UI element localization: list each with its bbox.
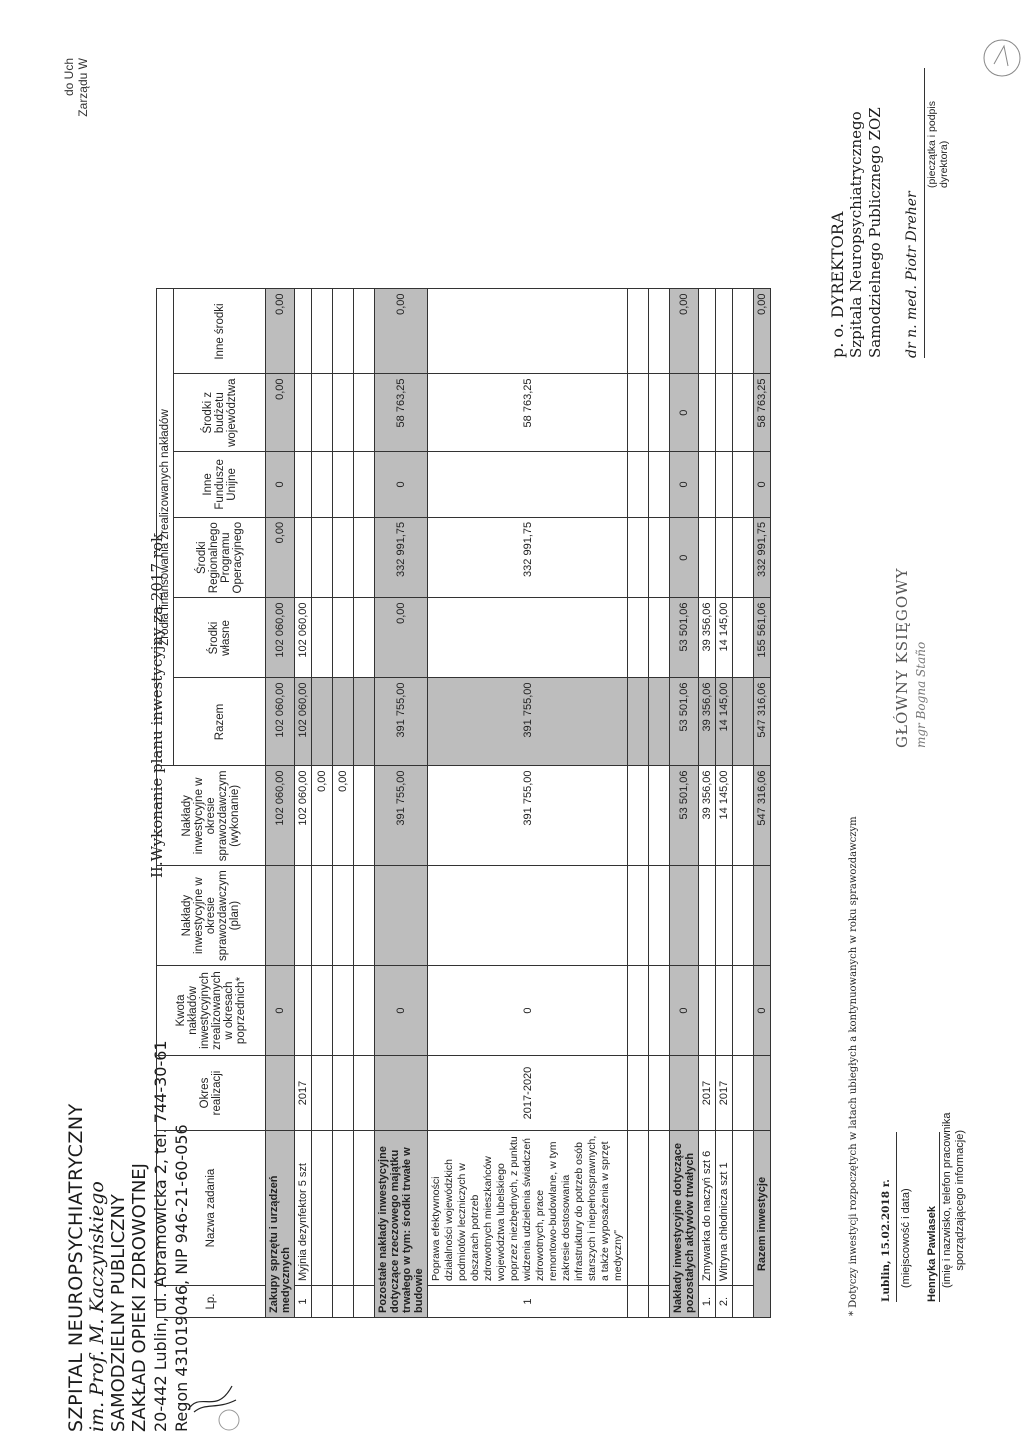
section-3-row [670, 289, 699, 1318]
header-other: Inne środki [174, 289, 266, 374]
section-2-label: Pozostałe nakłady inwestycyjne dotyczące rzeczowego majątku trwałego w tym: środki trwałe w budowie [375, 1131, 428, 1318]
section-1-eu: 0 [266, 451, 295, 517]
row-total [333, 678, 354, 766]
row-total: 39 356,06 [699, 678, 716, 766]
stamp-line-2: im. Prof. M. Kaczyńskiego [86, 1181, 108, 1432]
row-own [333, 598, 354, 678]
row-prev [333, 966, 354, 1056]
chief-accountant-stamp: GŁÓWNY KSIĘGOWY [893, 567, 911, 748]
row-name: Poprawa efektywności działalności wojewódzkich podmiotów leczniczych w obszarach potrzeb zdrowotnych mieszkańców województwa lubelskiego poprzez niezbędnych, z punktu widzenia udzielenia świadczeń zdrowotnych, prace remontowo-budowlane, w tym zakresie dostosowania infrastruktury do potrzeb osób starszych i niepełnosprawnych, a także wyposażenia w sprzęt medyczny" [428, 1131, 628, 1286]
section-1-exec: 102 060,00 [266, 766, 295, 866]
row-total [354, 678, 375, 766]
row-other [649, 289, 670, 374]
row-name [628, 1131, 649, 1286]
row-rpo: 332 991,75 [428, 517, 628, 598]
row-rpo [733, 517, 754, 598]
row-name [733, 1131, 754, 1286]
row-prev [354, 966, 375, 1056]
totals-other: 0,00 [754, 289, 771, 374]
place-date-line [896, 1132, 897, 1302]
stamp-line-4: ZAKŁAD OPIEKI ZDROWOTNEJ [129, 1163, 150, 1432]
header-row-1 [157, 289, 174, 1318]
section-1-own: 102 060,00 [266, 598, 295, 678]
table-row [716, 289, 733, 1318]
section-2-prev: 0 [375, 966, 428, 1056]
table-row [733, 289, 754, 1318]
row-rpo [312, 517, 333, 598]
row-eu [716, 451, 733, 517]
row-period [354, 1056, 375, 1131]
row-prev [628, 966, 649, 1056]
row-eu [733, 451, 754, 517]
row-lp [312, 1286, 333, 1318]
totals-eu: 0 [754, 451, 771, 517]
director-caption: (pieczątka i podpis dyrektora) [926, 101, 950, 188]
row-exec: 0,00 [333, 766, 354, 866]
row-eu [354, 451, 375, 517]
director-stamp [828, 107, 922, 358]
row-period [628, 1056, 649, 1131]
row-rpo [649, 517, 670, 598]
section-2-eu: 0 [375, 451, 428, 517]
place-date-caption: (miejscowość i data) [900, 1188, 912, 1288]
section-3-own: 53 501,06 [670, 598, 699, 678]
investment-table [156, 289, 771, 1319]
table-row [428, 289, 628, 1318]
stamp-line-6: Regon 431019046, NIP 946-21-60-056 [172, 1124, 191, 1432]
row-total [312, 678, 333, 766]
table-row [295, 289, 312, 1318]
row-lp: 1. [699, 1286, 716, 1318]
section-3-period [670, 1056, 699, 1131]
row-name: Witryna chłodnicza szt 1 [716, 1131, 733, 1286]
row-total: 102 060,00 [295, 678, 312, 766]
row-lp: 2. [716, 1286, 733, 1318]
row-own: 14 145,00 [716, 598, 733, 678]
preparer-name: Henryka Pawlasek [926, 1205, 938, 1302]
chief-accountant-signature: mgr Bogna Staño [914, 641, 928, 748]
addressee-line-1: do Uch [62, 58, 76, 97]
row-eu [295, 451, 312, 517]
row-period [733, 1056, 754, 1131]
header-sources: Źródła finansowania zrealizowanych nakładów [157, 289, 174, 766]
row-lp [354, 1286, 375, 1318]
row-own [649, 598, 670, 678]
row-exec: 14 145,00 [716, 766, 733, 866]
row-total [733, 678, 754, 766]
row-prev [733, 966, 754, 1056]
row-period [333, 1056, 354, 1131]
row-other [354, 289, 375, 374]
row-plan [716, 866, 733, 966]
section-2-total: 391 755,00 [375, 678, 428, 766]
row-eu [628, 451, 649, 517]
row-plan [699, 866, 716, 966]
row-lp [333, 1286, 354, 1318]
table-row [312, 289, 333, 1318]
corner-scan-mark-icon [214, 1400, 244, 1440]
section-3-voiv: 0 [670, 374, 699, 451]
section-2-row [375, 289, 428, 1318]
director-line-4: dr n. med. Piotr Dreher [904, 191, 920, 358]
section-3-rpo: 0 [670, 517, 699, 598]
row-voiv [649, 374, 670, 451]
section-3-exec: 53 501,06 [670, 766, 699, 866]
table-row [699, 289, 716, 1318]
row-prev [312, 966, 333, 1056]
row-own [628, 598, 649, 678]
row-voiv [628, 374, 649, 451]
table-row [354, 289, 375, 1318]
row-other [312, 289, 333, 374]
row-voiv [312, 374, 333, 451]
row-own [733, 598, 754, 678]
row-prev [649, 966, 670, 1056]
section-3-label: Nakłady inwestycyjne dotyczące pozostałych aktywów trwałych [670, 1131, 699, 1318]
row-plan [312, 866, 333, 966]
director-line-3: Samodzielnego Publicznego ZOZ [866, 107, 884, 358]
section-1-label: Zakupy sprzętu i urządzeń medycznych [266, 1131, 295, 1318]
director-line-1: p. o. DYREKTORA [828, 211, 847, 358]
table-row [649, 289, 670, 1318]
row-other [733, 289, 754, 374]
footnote: * Dotyczy inwestycji rozpoczętych w latach ubiegłych a kontynuowanych w roku sprawozdawczym [848, 816, 859, 1316]
row-name [354, 1131, 375, 1286]
section-2-rpo: 332 991,75 [375, 517, 428, 598]
header-total: Razem [174, 678, 266, 766]
row-own [312, 598, 333, 678]
totals-period [754, 1056, 771, 1131]
row-voiv [699, 374, 716, 451]
row-lp [628, 1286, 649, 1318]
row-other [699, 289, 716, 374]
row-period: 2017 [699, 1056, 716, 1131]
row-name [333, 1131, 354, 1286]
row-rpo [333, 517, 354, 598]
section-1-rpo: 0,00 [266, 517, 295, 598]
row-plan [354, 866, 375, 966]
row-rpo [699, 517, 716, 598]
header-period: Okres realizacji [157, 1056, 266, 1131]
row-voiv: 58 763,25 [428, 374, 628, 451]
row-voiv [333, 374, 354, 451]
row-period [312, 1056, 333, 1131]
stamp-line-1: SZPITAL NEUROPSYCHIATRYCZNY [65, 1103, 87, 1432]
row-eu [312, 451, 333, 517]
row-lp [649, 1286, 670, 1318]
section-1-prev: 0 [266, 966, 295, 1056]
table-row [333, 289, 354, 1318]
row-plan [628, 866, 649, 966]
row-total: 391 755,00 [428, 678, 628, 766]
preparer-caption-line-1: (imię i nazwisko, telefon pracownika [941, 1112, 953, 1288]
row-own: 39 356,06 [699, 598, 716, 678]
header-eu: Inne Fundusze Unijne [174, 451, 266, 517]
section-1-total: 102 060,00 [266, 678, 295, 766]
section-1-period [266, 1056, 295, 1131]
section-2-period [375, 1056, 428, 1131]
row-period [649, 1056, 670, 1131]
row-other [716, 289, 733, 374]
header-exec: Nakłady inwestycyjne w okresie sprawozdawczym (wykonanie) [157, 766, 266, 866]
table-row [628, 289, 649, 1318]
header-rpo: Środki Regionalnego Programu Operacyjnego [174, 517, 266, 598]
section-3-plan [670, 866, 699, 966]
totals-exec: 547 316,06 [754, 766, 771, 866]
row-lp: 1 [295, 1286, 312, 1318]
totals-label: Razem inwestycje [754, 1131, 771, 1318]
section-1-other: 0,00 [266, 289, 295, 374]
rotated-document [58, 58, 966, 1438]
row-own [428, 598, 628, 678]
row-exec: 102 060,00 [295, 766, 312, 866]
row-prev: 0 [428, 966, 628, 1056]
addressee-line-2: Zarządu W [76, 58, 90, 117]
section-2-other: 0,00 [375, 289, 428, 374]
totals-total: 547 316,06 [754, 678, 771, 766]
row-other [428, 289, 628, 374]
section-2-own: 0,00 [375, 598, 428, 678]
totals-rpo: 332 991,75 [754, 517, 771, 598]
row-own: 102 060,00 [295, 598, 312, 678]
preparer-line [939, 1132, 940, 1302]
section-3-total: 53 501,06 [670, 678, 699, 766]
header-lp: Lp. [157, 1286, 266, 1318]
row-eu [428, 451, 628, 517]
row-prev [295, 966, 312, 1056]
section-3-prev: 0 [670, 966, 699, 1056]
row-rpo [354, 517, 375, 598]
row-exec: 391 755,00 [428, 766, 628, 866]
row-exec [354, 766, 375, 866]
row-period: 2017 [295, 1056, 312, 1131]
row-own [354, 598, 375, 678]
row-rpo [295, 517, 312, 598]
section-1-row [266, 289, 295, 1318]
row-lp: 1 [428, 1286, 628, 1318]
row-exec [649, 766, 670, 866]
row-other [295, 289, 312, 374]
row-exec: 39 356,06 [699, 766, 716, 866]
header-plan: Nakłady inwestycyjne w okresie sprawozdawczym (plan) [157, 866, 266, 966]
row-eu [649, 451, 670, 517]
director-signature-line [924, 68, 925, 358]
row-prev [699, 966, 716, 1056]
row-exec: 0,00 [312, 766, 333, 866]
row-voiv [733, 374, 754, 451]
row-plan [649, 866, 670, 966]
totals-voiv: 58 763,25 [754, 374, 771, 451]
row-other [628, 289, 649, 374]
addressee-note [62, 58, 90, 117]
preparer-caption-line-2: sporządzającego informacje) [954, 1129, 966, 1271]
circle-scan-mark-icon [980, 30, 1024, 86]
row-exec [628, 766, 649, 866]
row-total [628, 678, 649, 766]
section-2-voiv: 58 763,25 [375, 374, 428, 451]
row-name [649, 1131, 670, 1286]
preparer-caption [941, 1113, 967, 1288]
row-other [333, 289, 354, 374]
totals-own: 155 561,06 [754, 598, 771, 678]
section-2-exec: 391 755,00 [375, 766, 428, 866]
row-period: 2017 [716, 1056, 733, 1131]
totals-prev: 0 [754, 966, 771, 1056]
section-2-plan [375, 866, 428, 966]
row-plan [295, 866, 312, 966]
place-date: Lublin, 15.02.2018 r. [880, 1179, 892, 1302]
row-eu [699, 451, 716, 517]
row-voiv [354, 374, 375, 451]
row-plan [428, 866, 628, 966]
row-exec [733, 766, 754, 866]
document-title: II.Wykonanie planu inwestycyjny za 2017 rok [148, 532, 166, 878]
stamp-line-3: SAMODZIELNY PUBLICZNY [108, 1194, 129, 1432]
row-plan [333, 866, 354, 966]
section-1-voiv: 0,00 [266, 374, 295, 451]
director-line-2: Szpitala Neuropsychiatrycznego [847, 111, 865, 358]
section-3-other: 0,00 [670, 289, 699, 374]
row-rpo [628, 517, 649, 598]
row-period: 2017-2020 [428, 1056, 628, 1131]
row-voiv [295, 374, 312, 451]
row-name: Zmywarka do naczyń szt 6 [699, 1131, 716, 1286]
row-eu [333, 451, 354, 517]
header-own: Środki własne [174, 598, 266, 678]
row-plan [733, 866, 754, 966]
header-prev: Kwota nakładów inwestycyjnych zrealizowanych w okresach poprzednich* [157, 966, 266, 1056]
stamp-line-5: 20-442 Lublin, ul. Abramowicka 2, tel. 744-30-61 [151, 1040, 170, 1432]
row-lp [733, 1286, 754, 1318]
row-total: 14 145,00 [716, 678, 733, 766]
header-name: Nazwa zadania [157, 1131, 266, 1286]
section-1-plan [266, 866, 295, 966]
totals-plan [754, 866, 771, 966]
row-name: Myjnia dezynfektor 5 szt [295, 1131, 312, 1286]
row-total [649, 678, 670, 766]
row-voiv [716, 374, 733, 451]
header-voiv: Środki z budżetu województwa [174, 374, 266, 451]
row-prev [716, 966, 733, 1056]
row-name [312, 1131, 333, 1286]
row-rpo [716, 517, 733, 598]
totals-row [754, 289, 771, 1318]
section-3-eu: 0 [670, 451, 699, 517]
